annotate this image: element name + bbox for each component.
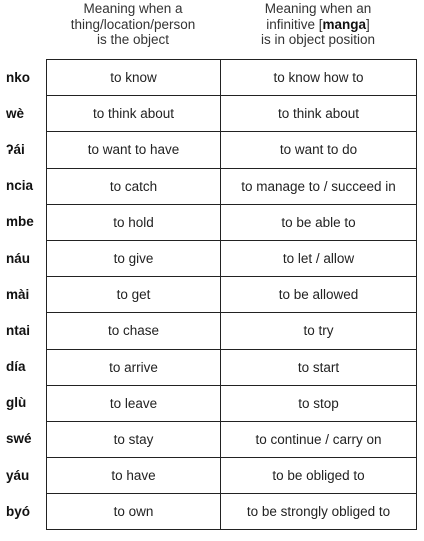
thing-meaning-cell: to want to have xyxy=(47,132,221,168)
table-row xyxy=(47,494,417,530)
infinitive-meaning-cell: to think about xyxy=(221,96,417,132)
thing-meaning-cell: to have xyxy=(47,458,221,494)
header-infinitive-text-1: Meaning when an infinitive [ xyxy=(264,1,372,32)
infinitive-meaning-cell: to be allowed xyxy=(221,277,417,313)
verb-label: mbe xyxy=(6,214,34,230)
infinitive-meaning-cell: to be strongly obliged to xyxy=(221,494,417,530)
thing-meaning-cell: to hold xyxy=(47,204,221,240)
table-row xyxy=(47,349,417,385)
infinitive-meaning-cell: to continue / carry on xyxy=(221,421,417,457)
verb-label: wè xyxy=(6,105,25,121)
verb-label: náu xyxy=(6,250,31,266)
table-row xyxy=(47,132,417,168)
thing-meaning-cell: to arrive xyxy=(47,349,221,385)
thing-meaning-cell: to own xyxy=(47,494,221,530)
verb-label: byó xyxy=(6,503,31,519)
verb-labels xyxy=(0,59,46,529)
infinitive-meaning-cell: to know how to xyxy=(221,60,417,96)
table-row xyxy=(47,458,417,494)
thing-meaning-cell: to get xyxy=(47,277,221,313)
verb-label: yáu xyxy=(6,467,30,483)
table-row xyxy=(47,385,417,421)
infinitive-meaning-cell: to start xyxy=(221,349,417,385)
verb-label: día xyxy=(6,359,26,375)
header-thing-object: Meaning when a thing/location/person is the object xyxy=(70,1,196,47)
thing-meaning-cell: to stay xyxy=(47,421,221,457)
header-infinitive-object xyxy=(220,0,416,58)
infinitive-meaning-cell: to stop xyxy=(221,385,417,421)
verb-label: mài xyxy=(6,286,30,302)
thing-meaning-cell: to give xyxy=(47,240,221,276)
thing-meaning-cell: to catch xyxy=(47,168,221,204)
table-row xyxy=(47,421,417,457)
infinitive-meaning-cell: to be able to xyxy=(221,204,417,240)
table-row xyxy=(47,204,417,240)
table-row xyxy=(47,240,417,276)
table-row xyxy=(47,96,417,132)
infinitive-meaning-cell: to be obliged to xyxy=(221,458,417,494)
infinitive-meaning-cell: to try xyxy=(221,313,417,349)
verb-label: ʔái xyxy=(6,141,25,157)
verb-label: swé xyxy=(6,431,32,447)
header-manga-term: manga xyxy=(322,16,367,32)
column-headers xyxy=(46,0,418,58)
table-row xyxy=(47,168,417,204)
thing-meaning-cell: to chase xyxy=(47,313,221,349)
verb-label: ntai xyxy=(6,322,31,338)
thing-meaning-cell: to think about xyxy=(47,96,221,132)
verb-label: ncia xyxy=(6,178,34,194)
verb-label: glù xyxy=(6,395,27,411)
table-row xyxy=(47,60,417,96)
thing-meaning-cell: to leave xyxy=(47,385,221,421)
thing-meaning-cell: to know xyxy=(47,60,221,96)
table-row xyxy=(47,313,417,349)
verb-label: nko xyxy=(6,69,31,85)
header-infinitive-text-2: ] is in object position xyxy=(260,16,376,47)
meaning-table xyxy=(46,59,417,530)
infinitive-meaning-cell: to let / allow xyxy=(221,240,417,276)
table-row xyxy=(47,277,417,313)
infinitive-meaning-cell: to manage to / succeed in xyxy=(221,168,417,204)
infinitive-meaning-cell: to want to do xyxy=(221,132,417,168)
